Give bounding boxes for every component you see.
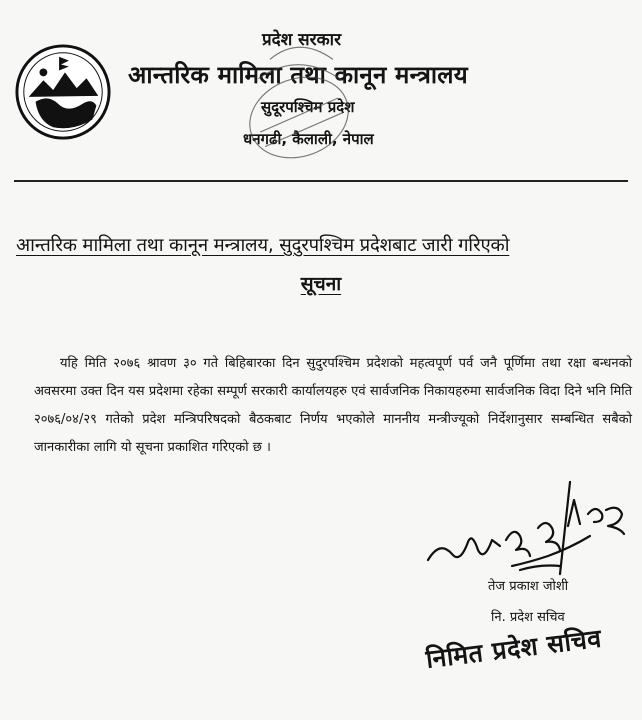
handwritten-signature-icon: [420, 470, 640, 580]
received-stamp-icon: [240, 40, 358, 166]
official-stamp: निमित प्रदेश सचिव: [424, 623, 604, 674]
province-name: सुदूरपश्चिम प्रदेश: [261, 98, 355, 116]
government-name: प्रदेश सरकार: [262, 30, 342, 50]
ministry-name: आन्तरिक मामिला तथा कानून मन्त्रालय: [128, 61, 468, 89]
signer-name: तेज प्रकाश जोशी: [488, 579, 569, 594]
notice-heading: आन्तरिक मामिला तथा कानून मन्त्रालय, सुदुरपश्चिम प्रदेशबाट जारी गरिएको: [16, 235, 510, 256]
signer-title: नि. प्रदेश सचिव: [491, 610, 565, 625]
letterhead-divider: [14, 180, 628, 182]
nepal-emblem-icon: [14, 43, 112, 141]
notice-title: सूचना: [300, 273, 342, 295]
location-address: धनगढी, कैलाली, नेपाल: [243, 130, 374, 148]
notice-body: यहि मिति २०७६ श्रावण ३० गते बिहिबारका दिन सुदुरपश्चिम प्रदेशको महत्वपूर्ण पर्व जनै पूर्णिमा तथा रक्षा बन्धनको अवसरमा उक्त दिन यस प्रदेशमा रहेका सम्पूर्ण सरकारी कार्यालयहरु एवं सार्वजनिक निकायहरुमा सार्वजनिक विदा दिने भनि मिति २०७६/०४/२९ गतेको प्रदेश मन्त्रिपरिषदको बैठकबाट निर्णय भएकोले माननीय मन्त्रीज्यूको निर्देशानुसार सम्बन्धित सबैको जानकारीका लागि यो सूचना प्रकाशित गरिएको छ ।: [34, 356, 632, 455]
